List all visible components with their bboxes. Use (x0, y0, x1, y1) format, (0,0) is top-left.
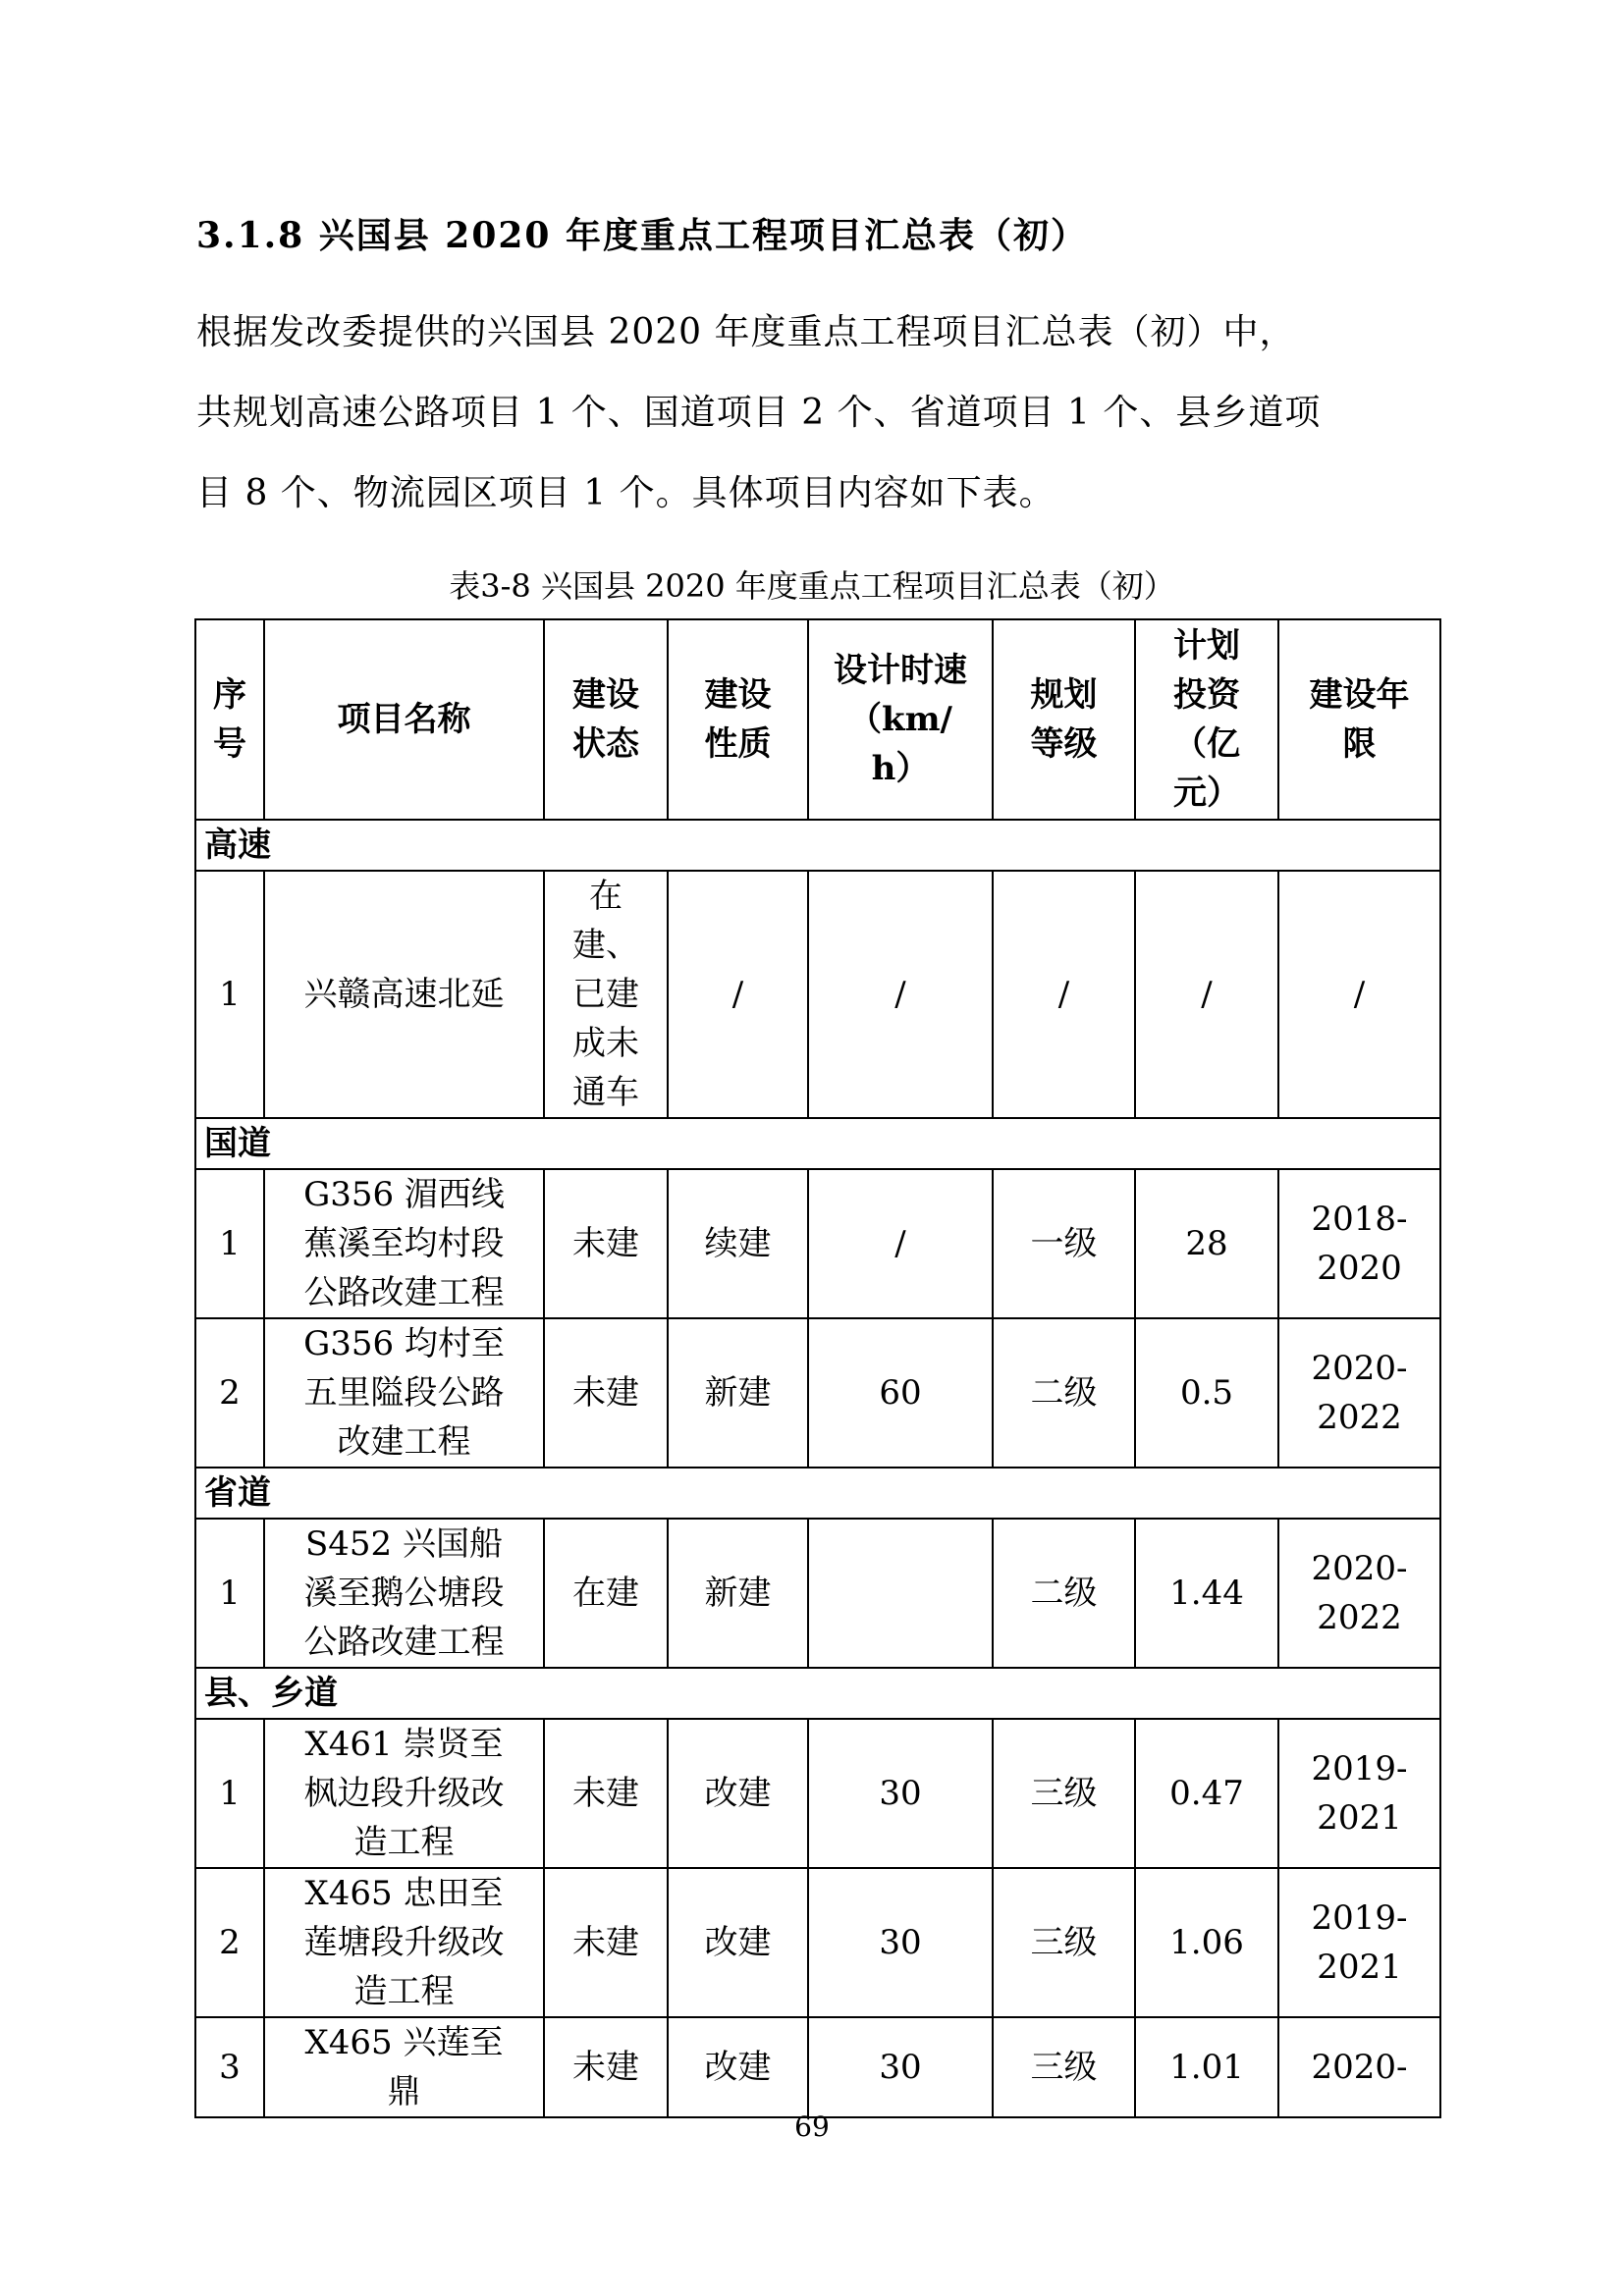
cell-build-period: 2020-2022 (1278, 1519, 1440, 1668)
section-label: 县、乡道 (195, 1668, 1440, 1719)
header-design-speed: 设计时速（km/h） (808, 619, 993, 820)
cell-build-period: 2020-2022 (1278, 1318, 1440, 1468)
cell-design-speed: / (808, 871, 993, 1118)
cell-plan-grade: 三级 (993, 1868, 1135, 2017)
cell-investment: 1.06 (1135, 1868, 1278, 2017)
cell-project-name: G356 均村至五里隘段公路改建工程 (264, 1318, 544, 1468)
cell-build-nature: 改建 (668, 2017, 808, 2117)
cell-plan-grade: 一级 (993, 1169, 1135, 1318)
cell-index: 1 (195, 1169, 264, 1318)
cell-design-speed: 30 (808, 1719, 993, 1868)
cell-investment: 1.44 (1135, 1519, 1278, 1668)
table-header-row (195, 619, 1440, 820)
cell-index: 1 (195, 871, 264, 1118)
cell-investment: 0.5 (1135, 1318, 1278, 1468)
section-row (195, 1468, 1440, 1519)
table-caption: 表3-8 兴国县 2020 年度重点工程项目汇总表（初） (449, 567, 1175, 605)
section-row (195, 820, 1440, 871)
header-plan-grade: 规划等级 (993, 619, 1135, 820)
cell-build-status: 未建 (544, 2017, 668, 2117)
cell-investment: / (1135, 871, 1278, 1118)
section-label: 国道 (195, 1118, 1440, 1169)
header-project-name: 项目名称 (264, 619, 544, 820)
cell-design-speed: / (808, 1169, 993, 1318)
cell-build-nature: / (668, 871, 808, 1118)
cell-index: 1 (195, 1719, 264, 1868)
cell-build-nature: 续建 (668, 1169, 808, 1318)
cell-build-nature: 改建 (668, 1868, 808, 2017)
table-row (195, 2017, 1440, 2117)
paragraph-line-3: 目 8 个、物流园区项目 1 个。具体项目内容如下表。 (196, 473, 1056, 513)
cell-plan-grade: 三级 (993, 2017, 1135, 2117)
cell-build-period: 2019-2021 (1278, 1868, 1440, 2017)
cell-investment: 1.01 (1135, 2017, 1278, 2117)
cell-build-status: 未建 (544, 1169, 668, 1318)
cell-index: 2 (195, 1318, 264, 1468)
table-row (195, 871, 1440, 1118)
cell-project-name: G356 湄西线蕉溪至均村段公路改建工程 (264, 1169, 544, 1318)
cell-build-period: 2019-2021 (1278, 1719, 1440, 1868)
table-row (195, 1169, 1440, 1318)
cell-plan-grade: 二级 (993, 1519, 1135, 1668)
cell-project-name: X465 忠田至莲塘段升级改造工程 (264, 1868, 544, 2017)
cell-build-status: 未建 (544, 1318, 668, 1468)
cell-index: 1 (195, 1519, 264, 1668)
cell-build-period: 2020- (1278, 2017, 1440, 2117)
cell-build-status: 未建 (544, 1719, 668, 1868)
cell-build-nature: 新建 (668, 1519, 808, 1668)
cell-build-period: / (1278, 871, 1440, 1118)
cell-design-speed: 60 (808, 1318, 993, 1468)
cell-project-name: X461 崇贤至枫边段升级改造工程 (264, 1719, 544, 1868)
cell-build-status: 在建 (544, 1519, 668, 1668)
paragraph-line-2: 共规划高速公路项目 1 个、国道项目 2 个、省道项目 1 个、县乡道项 (196, 393, 1322, 433)
paragraph-line-1: 根据发改委提供的兴国县 2020 年度重点工程项目汇总表（初）中， (196, 312, 1296, 352)
cell-build-nature: 改建 (668, 1719, 808, 1868)
cell-project-name: X465 兴莲至鼎 (264, 2017, 544, 2117)
section-heading: 3.1.8 兴国县 2020 年度重点工程项目汇总表（初） (196, 215, 1089, 256)
table-row (195, 1519, 1440, 1668)
section-row (195, 1118, 1440, 1169)
projects-table (194, 618, 1441, 2118)
cell-index: 2 (195, 1868, 264, 2017)
cell-build-nature: 新建 (668, 1318, 808, 1468)
cell-build-status: 在建、已建成未通车 (544, 871, 668, 1118)
cell-plan-grade: 三级 (993, 1719, 1135, 1868)
cell-project-name: 兴赣高速北延 (264, 871, 544, 1118)
cell-build-period: 2018-2020 (1278, 1169, 1440, 1318)
table-row (195, 1719, 1440, 1868)
table-row (195, 1318, 1440, 1468)
cell-investment: 0.47 (1135, 1719, 1278, 1868)
cell-plan-grade: / (993, 871, 1135, 1118)
cell-project-name: S452 兴国船溪至鹅公塘段公路改建工程 (264, 1519, 544, 1668)
section-label: 省道 (195, 1468, 1440, 1519)
section-label: 高速 (195, 820, 1440, 871)
header-investment: 计划投资（亿元） (1135, 619, 1278, 820)
cell-design-speed: 30 (808, 2017, 993, 2117)
cell-design-speed (808, 1519, 993, 1668)
cell-investment: 28 (1135, 1169, 1278, 1318)
header-build-period: 建设年限 (1278, 619, 1440, 820)
page-number: 69 (794, 2110, 830, 2143)
cell-index: 3 (195, 2017, 264, 2117)
header-build-nature: 建设性质 (668, 619, 808, 820)
header-build-status: 建设状态 (544, 619, 668, 820)
cell-build-status: 未建 (544, 1868, 668, 2017)
table-row (195, 1868, 1440, 2017)
cell-design-speed: 30 (808, 1868, 993, 2017)
header-index: 序号 (195, 619, 264, 820)
section-row (195, 1668, 1440, 1719)
cell-plan-grade: 二级 (993, 1318, 1135, 1468)
